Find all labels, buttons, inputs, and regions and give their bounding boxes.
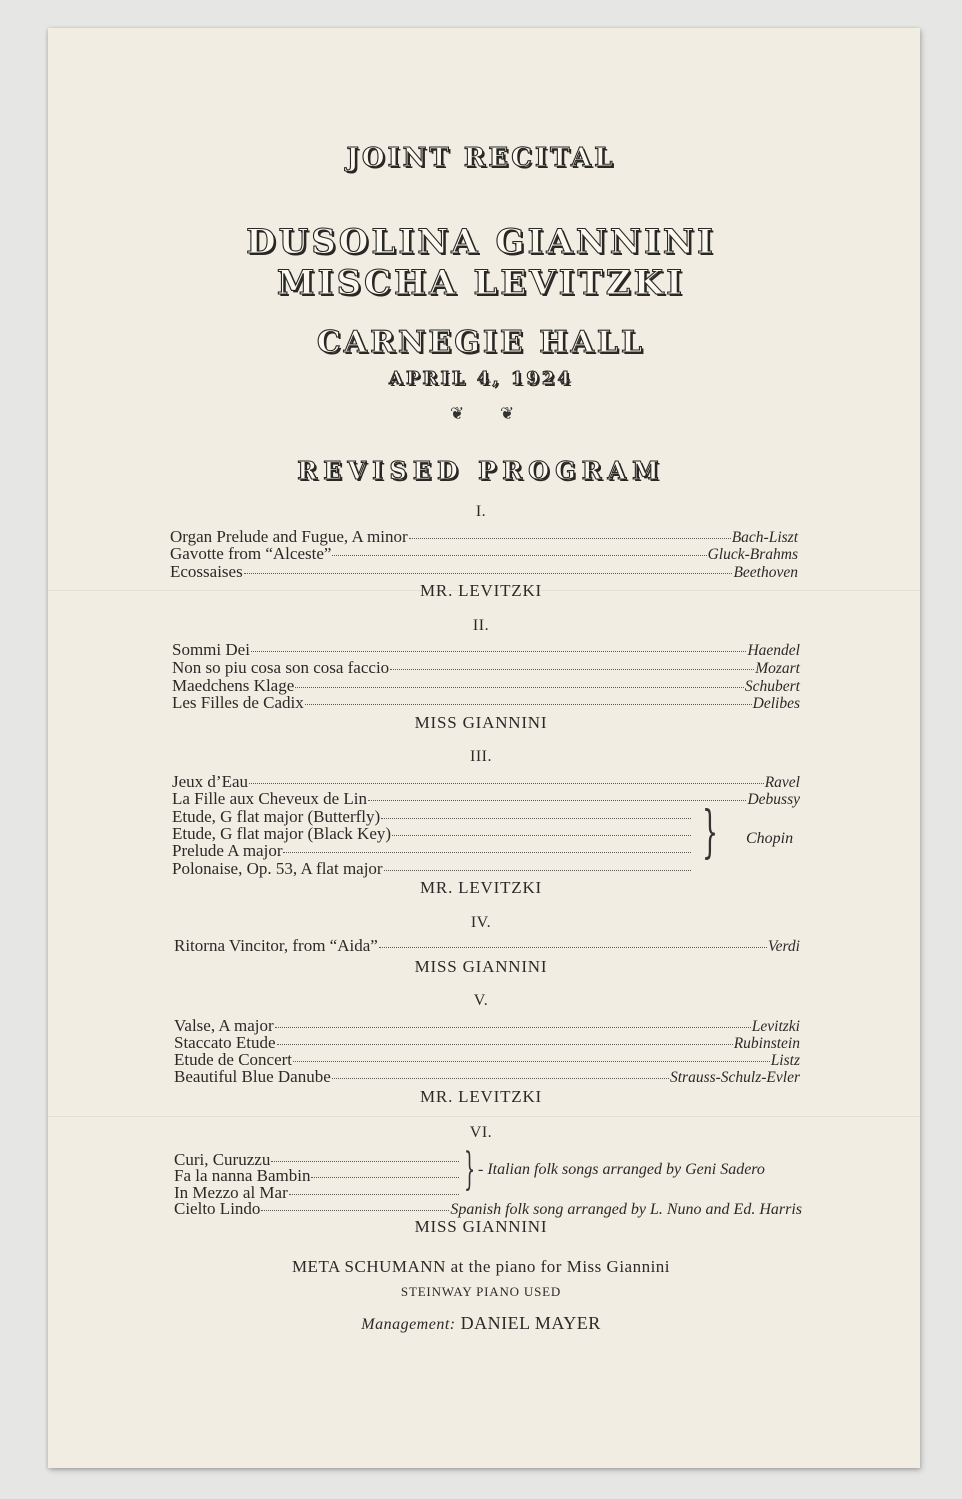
piece-title: Etude, G flat major (Black Key) <box>172 824 392 843</box>
piece-title: Sommi Dei <box>172 640 250 659</box>
piece-title: Staccato Etude <box>174 1033 276 1052</box>
piece-title: Maedchens Klage <box>172 676 295 695</box>
leader-dots <box>368 800 746 801</box>
management-name: DANIEL MAYER <box>460 1313 601 1333</box>
leader-dots <box>283 852 691 853</box>
leader-dots <box>261 1210 449 1211</box>
performer-line: MR. LEVITZKI <box>420 878 542 897</box>
piece-title: La Fille aux Cheveux de Lin <box>172 789 367 808</box>
program-item <box>174 1200 802 1218</box>
performer-line: MR. LEVITZKI <box>420 1087 542 1106</box>
leader-dots <box>384 870 691 871</box>
accompanist-text: at the piano for Miss Giannini <box>450 1257 671 1276</box>
piece-title: Etude, G flat major (Butterfly) <box>172 807 381 826</box>
management-label: Management: <box>361 1316 456 1333</box>
leader-dots <box>271 1161 459 1162</box>
piece-title: Beautiful Blue Danube <box>174 1067 331 1086</box>
accompanist-name: META SCHUMANN <box>291 1257 446 1276</box>
program-item <box>174 937 800 955</box>
program-item <box>172 659 800 677</box>
piece-title: Fa la nanna Bambin <box>174 1166 311 1185</box>
leader-dots <box>277 1044 733 1045</box>
piece-title: Organ Prelude and Fugue, A minor <box>170 527 408 546</box>
leader-dots <box>381 818 691 819</box>
leader-dots <box>409 538 731 539</box>
program-item <box>172 694 800 712</box>
composer: Ravel <box>764 774 800 791</box>
leader-dots <box>249 783 764 784</box>
composer: Mozart <box>755 660 800 677</box>
performer-line: MR. LEVITZKI <box>420 581 542 600</box>
piece-title: Les Filles de Cadix <box>172 693 304 712</box>
composer: Bach-Liszt <box>731 529 798 546</box>
composer: Gluck-Brahms <box>707 546 798 563</box>
date-heading: APRIL 4, 1924 <box>389 368 573 389</box>
group-note-text: Italian folk songs arranged by Geni Sadero <box>487 1161 765 1178</box>
leader-dots <box>244 573 733 574</box>
group-note: - Italian folk songs arranged by Geni Sadero <box>478 1161 765 1178</box>
program-heading: REVISED PROGRAM <box>297 456 665 485</box>
composer: Levitzki <box>751 1018 800 1035</box>
program-item <box>172 860 692 878</box>
leader-dots <box>251 651 747 652</box>
ornament-icon: ❦ <box>500 404 515 423</box>
piece-title: Jeux d’Eau <box>172 772 249 791</box>
piece-title: Gavotte from “Alceste” <box>170 544 332 563</box>
leader-dots <box>392 835 691 836</box>
section-numeral: III. <box>470 748 492 765</box>
composer: Strauss-Schulz-Evler <box>669 1069 800 1086</box>
performer-name-levitzki: MISCHA LEVITZKI <box>276 263 686 303</box>
composer: Listz <box>770 1052 800 1069</box>
management-line <box>0 1313 962 1334</box>
composer: Spanish folk song arranged by L. Nuno and Ed. Harris <box>450 1201 802 1218</box>
composer: Haendel <box>747 642 800 659</box>
fold-line <box>48 1116 920 1117</box>
performer-name-giannini: DUSOLINA GIANNINI <box>246 222 716 262</box>
program-item <box>172 641 800 659</box>
composer: Delibes <box>752 695 800 712</box>
accompanist-line <box>0 1257 962 1277</box>
composer: Rubinstein <box>733 1035 800 1052</box>
leader-dots <box>289 1194 459 1195</box>
ornament-icon: ❦ <box>450 404 465 423</box>
composer: Schubert <box>744 678 800 695</box>
piano-note: STEINWAY PIANO USED <box>400 1284 562 1299</box>
piece-title: Cielto Lindo <box>174 1199 261 1218</box>
piece-title: Ecossaises <box>170 562 243 581</box>
right-brace-icon: } <box>702 800 719 865</box>
right-brace-icon: } <box>464 1144 476 1195</box>
piece-title: Prelude A major <box>172 841 283 860</box>
joint-recital-heading: JOINT RECITAL <box>346 143 616 173</box>
piece-title: Polonaise, Op. 53, A flat major <box>172 859 383 878</box>
leader-dots <box>295 687 744 688</box>
section-numeral: IV. <box>470 914 492 931</box>
leader-dots <box>379 947 767 948</box>
leader-dots <box>332 555 706 556</box>
composer: Debussy <box>747 791 800 808</box>
performer-line: MISS GIANNINI <box>414 957 548 976</box>
section-numeral: II. <box>472 617 490 634</box>
piece-title: Curi, Curuzzu <box>174 1150 271 1169</box>
leader-dots <box>293 1061 770 1062</box>
program-item <box>172 842 692 860</box>
venue-heading: CARNEGIE HALL <box>316 325 646 360</box>
leader-dots <box>305 704 752 705</box>
performer-line: MISS GIANNINI <box>414 1217 548 1236</box>
leader-dots <box>390 669 754 670</box>
program-item <box>174 1068 800 1086</box>
piece-title: Non so piu cosa son cosa faccio <box>172 658 390 677</box>
leader-dots <box>311 1177 459 1178</box>
composer: Verdi <box>767 938 800 955</box>
section-numeral: I. <box>475 503 487 520</box>
section-numeral: VI. <box>469 1124 493 1141</box>
program-item <box>170 545 798 563</box>
piece-title: Ritorna Vincitor, from “Aida” <box>174 936 378 955</box>
program-item <box>170 563 798 581</box>
group-composer: Chopin <box>746 830 794 847</box>
composer: Beethoven <box>733 564 798 581</box>
piece-title: Valse, A major <box>174 1016 274 1035</box>
piece-title: In Mezzo al Mar <box>174 1183 288 1202</box>
section-numeral: V. <box>473 992 489 1009</box>
piece-title: Etude de Concert <box>174 1050 293 1069</box>
performer-line: MISS GIANNINI <box>414 713 548 732</box>
leader-dots <box>275 1027 751 1028</box>
leader-dots <box>332 1078 669 1079</box>
